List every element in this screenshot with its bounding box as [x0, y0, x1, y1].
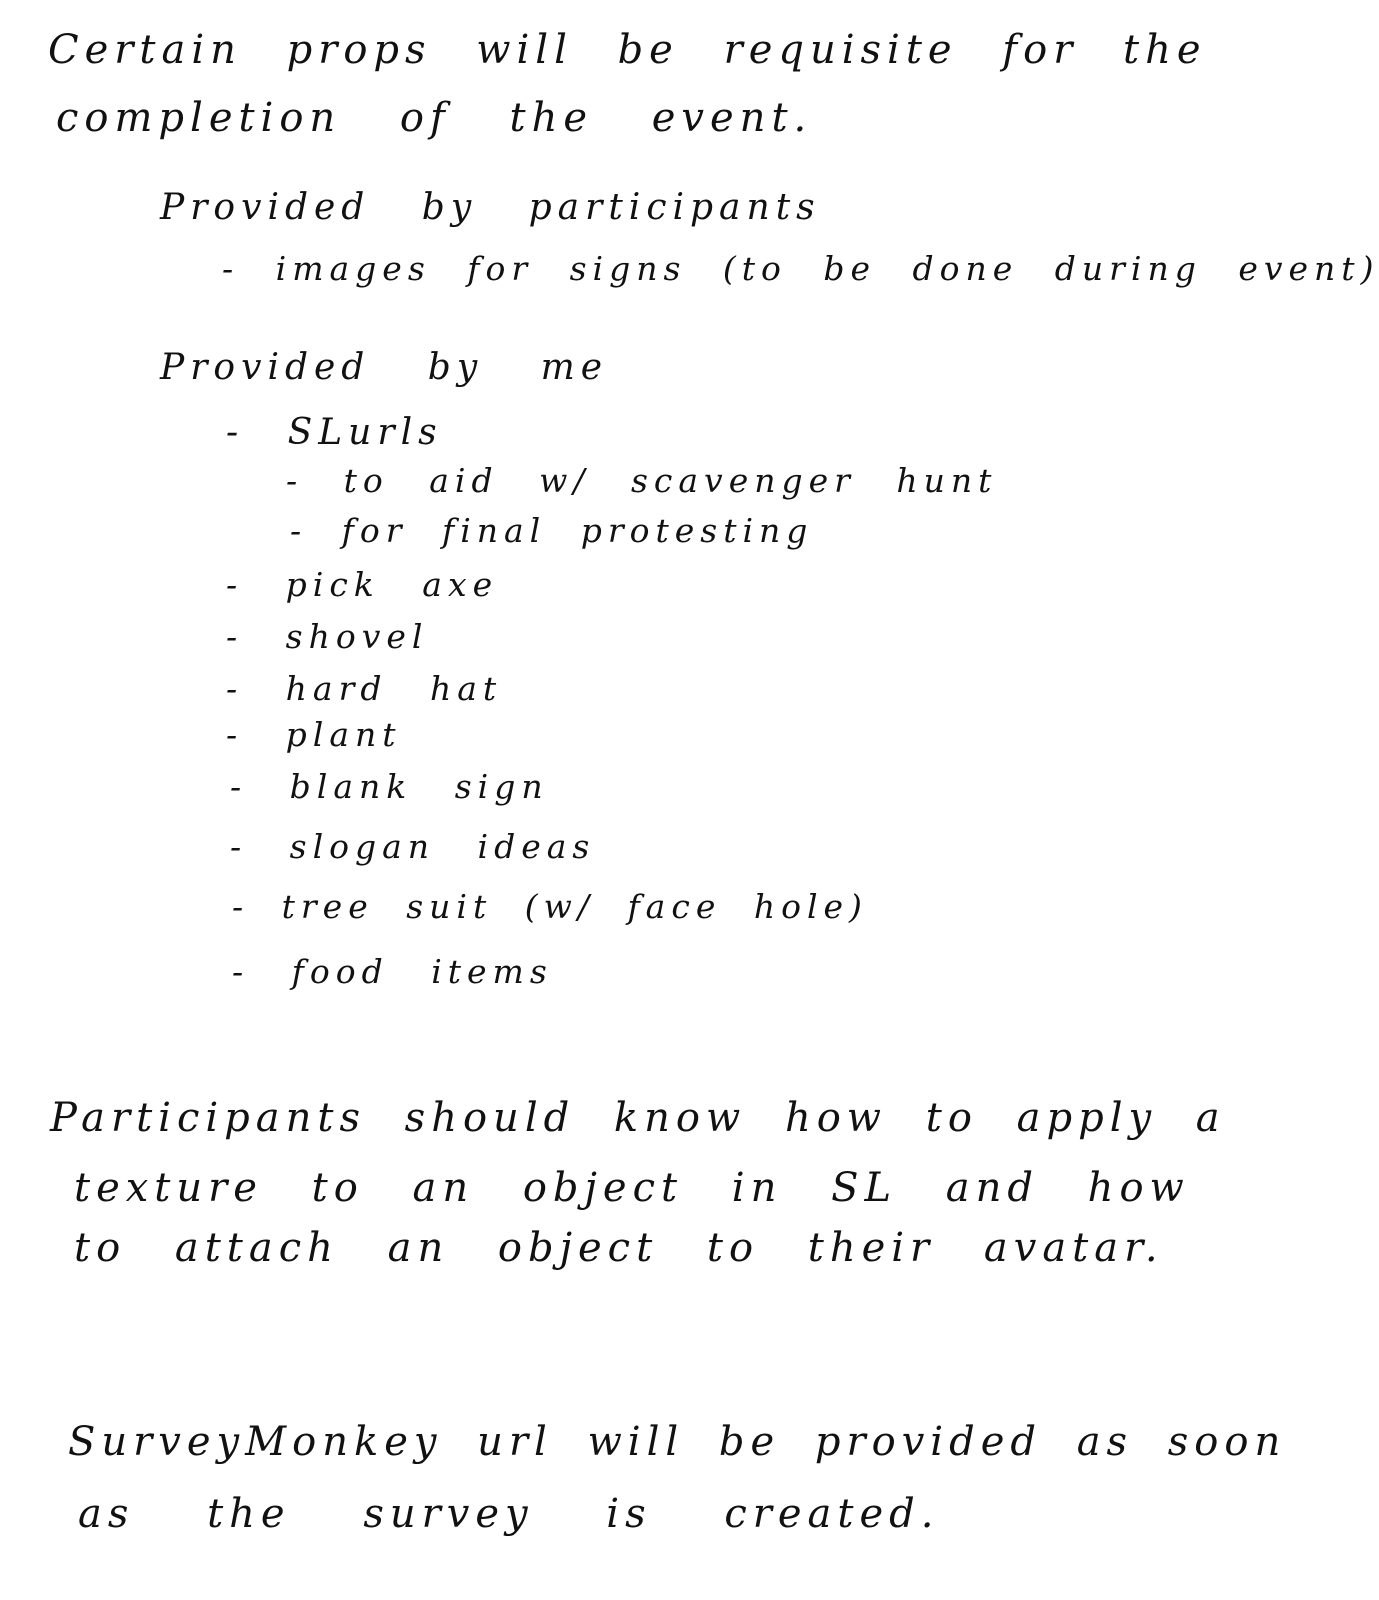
participants-heading: Provided by participants: [160, 187, 821, 228]
me-subitem-protesting: - for final protesting: [290, 511, 814, 550]
intro-line-2: completion of the event.: [56, 95, 813, 141]
intro-line-1: Certain props will be requisite for the: [48, 27, 1207, 73]
survey-line-1: SurveyMonkey url will be provided as soon: [68, 1419, 1287, 1465]
skills-line-3: to attach an object to their avatar.: [74, 1225, 1164, 1271]
skills-line-1: Participants should know how to apply a: [50, 1095, 1226, 1141]
me-item-shovel: - shovel: [226, 617, 429, 656]
me-item-hard-hat: - hard hat: [226, 669, 503, 708]
me-item-tree-suit: - tree suit (w/ face hole): [232, 887, 868, 926]
me-subitem-scavenger: - to aid w/ scavenger hunt: [286, 461, 998, 500]
me-item-slurls: - SLurls: [226, 412, 443, 453]
me-item-pick-axe: - pick axe: [226, 565, 499, 604]
me-item-plant: - plant: [226, 715, 402, 754]
survey-line-2: as the survey is created.: [78, 1491, 940, 1537]
me-item-blank-sign: - blank sign: [230, 767, 549, 806]
me-heading: Provided by me: [160, 347, 609, 388]
me-item-food-items: - food items: [232, 952, 553, 991]
skills-line-2: texture to an object in SL and how: [74, 1165, 1190, 1211]
me-item-slogan-ideas: - slogan ideas: [230, 827, 596, 866]
participants-item: - images for signs (to be done during event): [222, 249, 1379, 288]
